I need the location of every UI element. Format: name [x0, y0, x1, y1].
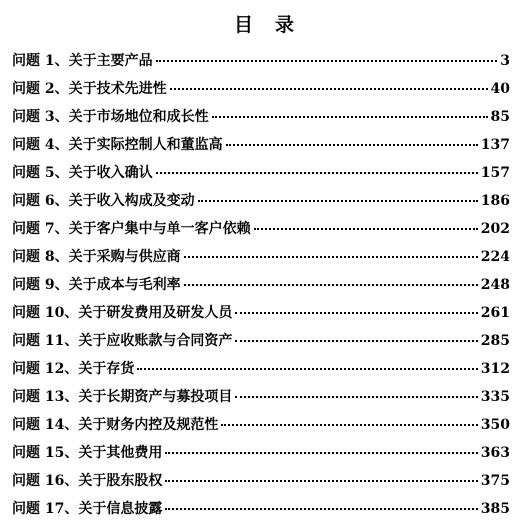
toc-entry-4[interactable]	[12, 134, 510, 162]
dot-leader	[137, 368, 477, 370]
toc-entry-page: 248	[480, 277, 510, 293]
toc-entry-10[interactable]	[12, 302, 510, 330]
toc-entry-page: 261	[480, 305, 510, 321]
dot-leader	[254, 228, 478, 230]
toc-entry-page: 40	[490, 81, 510, 97]
toc-entry-5[interactable]	[12, 162, 510, 190]
toc-entry-page: 137	[480, 137, 510, 153]
toc-list	[12, 50, 510, 526]
dot-leader	[156, 60, 498, 62]
toc-entry-label: 问题 17、关于信息披露	[12, 501, 163, 517]
toc-entry-6[interactable]	[12, 190, 510, 218]
toc-entry-17[interactable]	[12, 498, 510, 526]
toc-entry-3[interactable]	[12, 106, 510, 134]
toc-entry-label: 问题 16、关于股东股权	[12, 473, 163, 489]
toc-entry-label: 问题 5、关于收入确认	[12, 165, 153, 181]
toc-entry-8[interactable]	[12, 246, 510, 274]
toc-title-part2: 录	[275, 14, 295, 36]
toc-entry-page: 375	[480, 473, 510, 489]
toc-entry-page: 186	[480, 193, 510, 209]
toc-entry-label: 问题 6、关于收入构成及变动	[12, 193, 195, 209]
toc-entry-2[interactable]	[12, 78, 510, 106]
dot-leader	[221, 424, 477, 426]
toc-entry-label: 问题 7、关于客户集中与单一客户依赖	[12, 221, 251, 237]
toc-entry-page: 202	[480, 221, 510, 237]
toc-entry-12[interactable]	[12, 358, 510, 386]
toc-entry-page: 385	[480, 501, 510, 517]
dot-leader	[198, 200, 478, 202]
toc-entry-1[interactable]	[12, 50, 510, 78]
toc-title-part1: 目	[233, 14, 253, 36]
toc-entry-label: 问题 15、关于其他费用	[12, 445, 163, 461]
toc-entry-16[interactable]	[12, 470, 510, 498]
dot-leader	[165, 452, 477, 454]
toc-entry-label: 问题 3、关于市场地位和成长性	[12, 109, 209, 125]
dot-leader	[235, 340, 477, 342]
toc-entry-page: 312	[480, 361, 510, 377]
toc-entry-14[interactable]	[12, 414, 510, 442]
toc-entry-11[interactable]	[12, 330, 510, 358]
toc-entry-label: 问题 10、关于研发费用及研发人员	[12, 305, 233, 321]
toc-entry-page: 85	[490, 109, 510, 125]
toc-entry-page: 3	[500, 53, 510, 69]
toc-entry-13[interactable]	[12, 386, 510, 414]
toc-entry-label: 问题 1、关于主要产品	[12, 53, 153, 69]
toc-entry-label: 问题 9、关于成本与毛利率	[12, 277, 181, 293]
dot-leader	[165, 480, 477, 482]
toc-entry-label: 问题 4、关于实际控制人和董监高	[12, 137, 223, 153]
toc-entry-7[interactable]	[12, 218, 510, 246]
toc-entry-page: 335	[480, 389, 510, 405]
toc-entry-label: 问题 12、关于存货	[12, 361, 135, 377]
dot-leader	[156, 172, 478, 174]
dot-leader	[184, 284, 478, 286]
toc-entry-page: 285	[480, 333, 510, 349]
dot-leader	[184, 256, 478, 258]
dot-leader	[165, 508, 477, 510]
dot-leader	[235, 396, 477, 398]
toc-entry-page: 157	[480, 165, 510, 181]
dot-leader	[170, 88, 488, 90]
toc-entry-label: 问题 14、关于财务内控及规范性	[12, 417, 219, 433]
dot-leader	[226, 144, 478, 146]
toc-entry-9[interactable]	[12, 274, 510, 302]
toc-entry-label: 问题 11、关于应收账款与合同资产	[12, 333, 233, 349]
toc-entry-15[interactable]	[12, 442, 510, 470]
toc-entry-page: 363	[480, 445, 510, 461]
toc-entry-page: 224	[480, 249, 510, 265]
toc-entry-page: 350	[480, 417, 510, 433]
dot-leader	[212, 116, 488, 118]
toc-entry-label: 问题 13、关于长期资产与募投项目	[12, 389, 233, 405]
toc-title	[0, 10, 528, 37]
dot-leader	[235, 312, 477, 314]
toc-entry-label: 问题 8、关于采购与供应商	[12, 249, 181, 265]
toc-entry-label: 问题 2、关于技术先进性	[12, 81, 167, 97]
